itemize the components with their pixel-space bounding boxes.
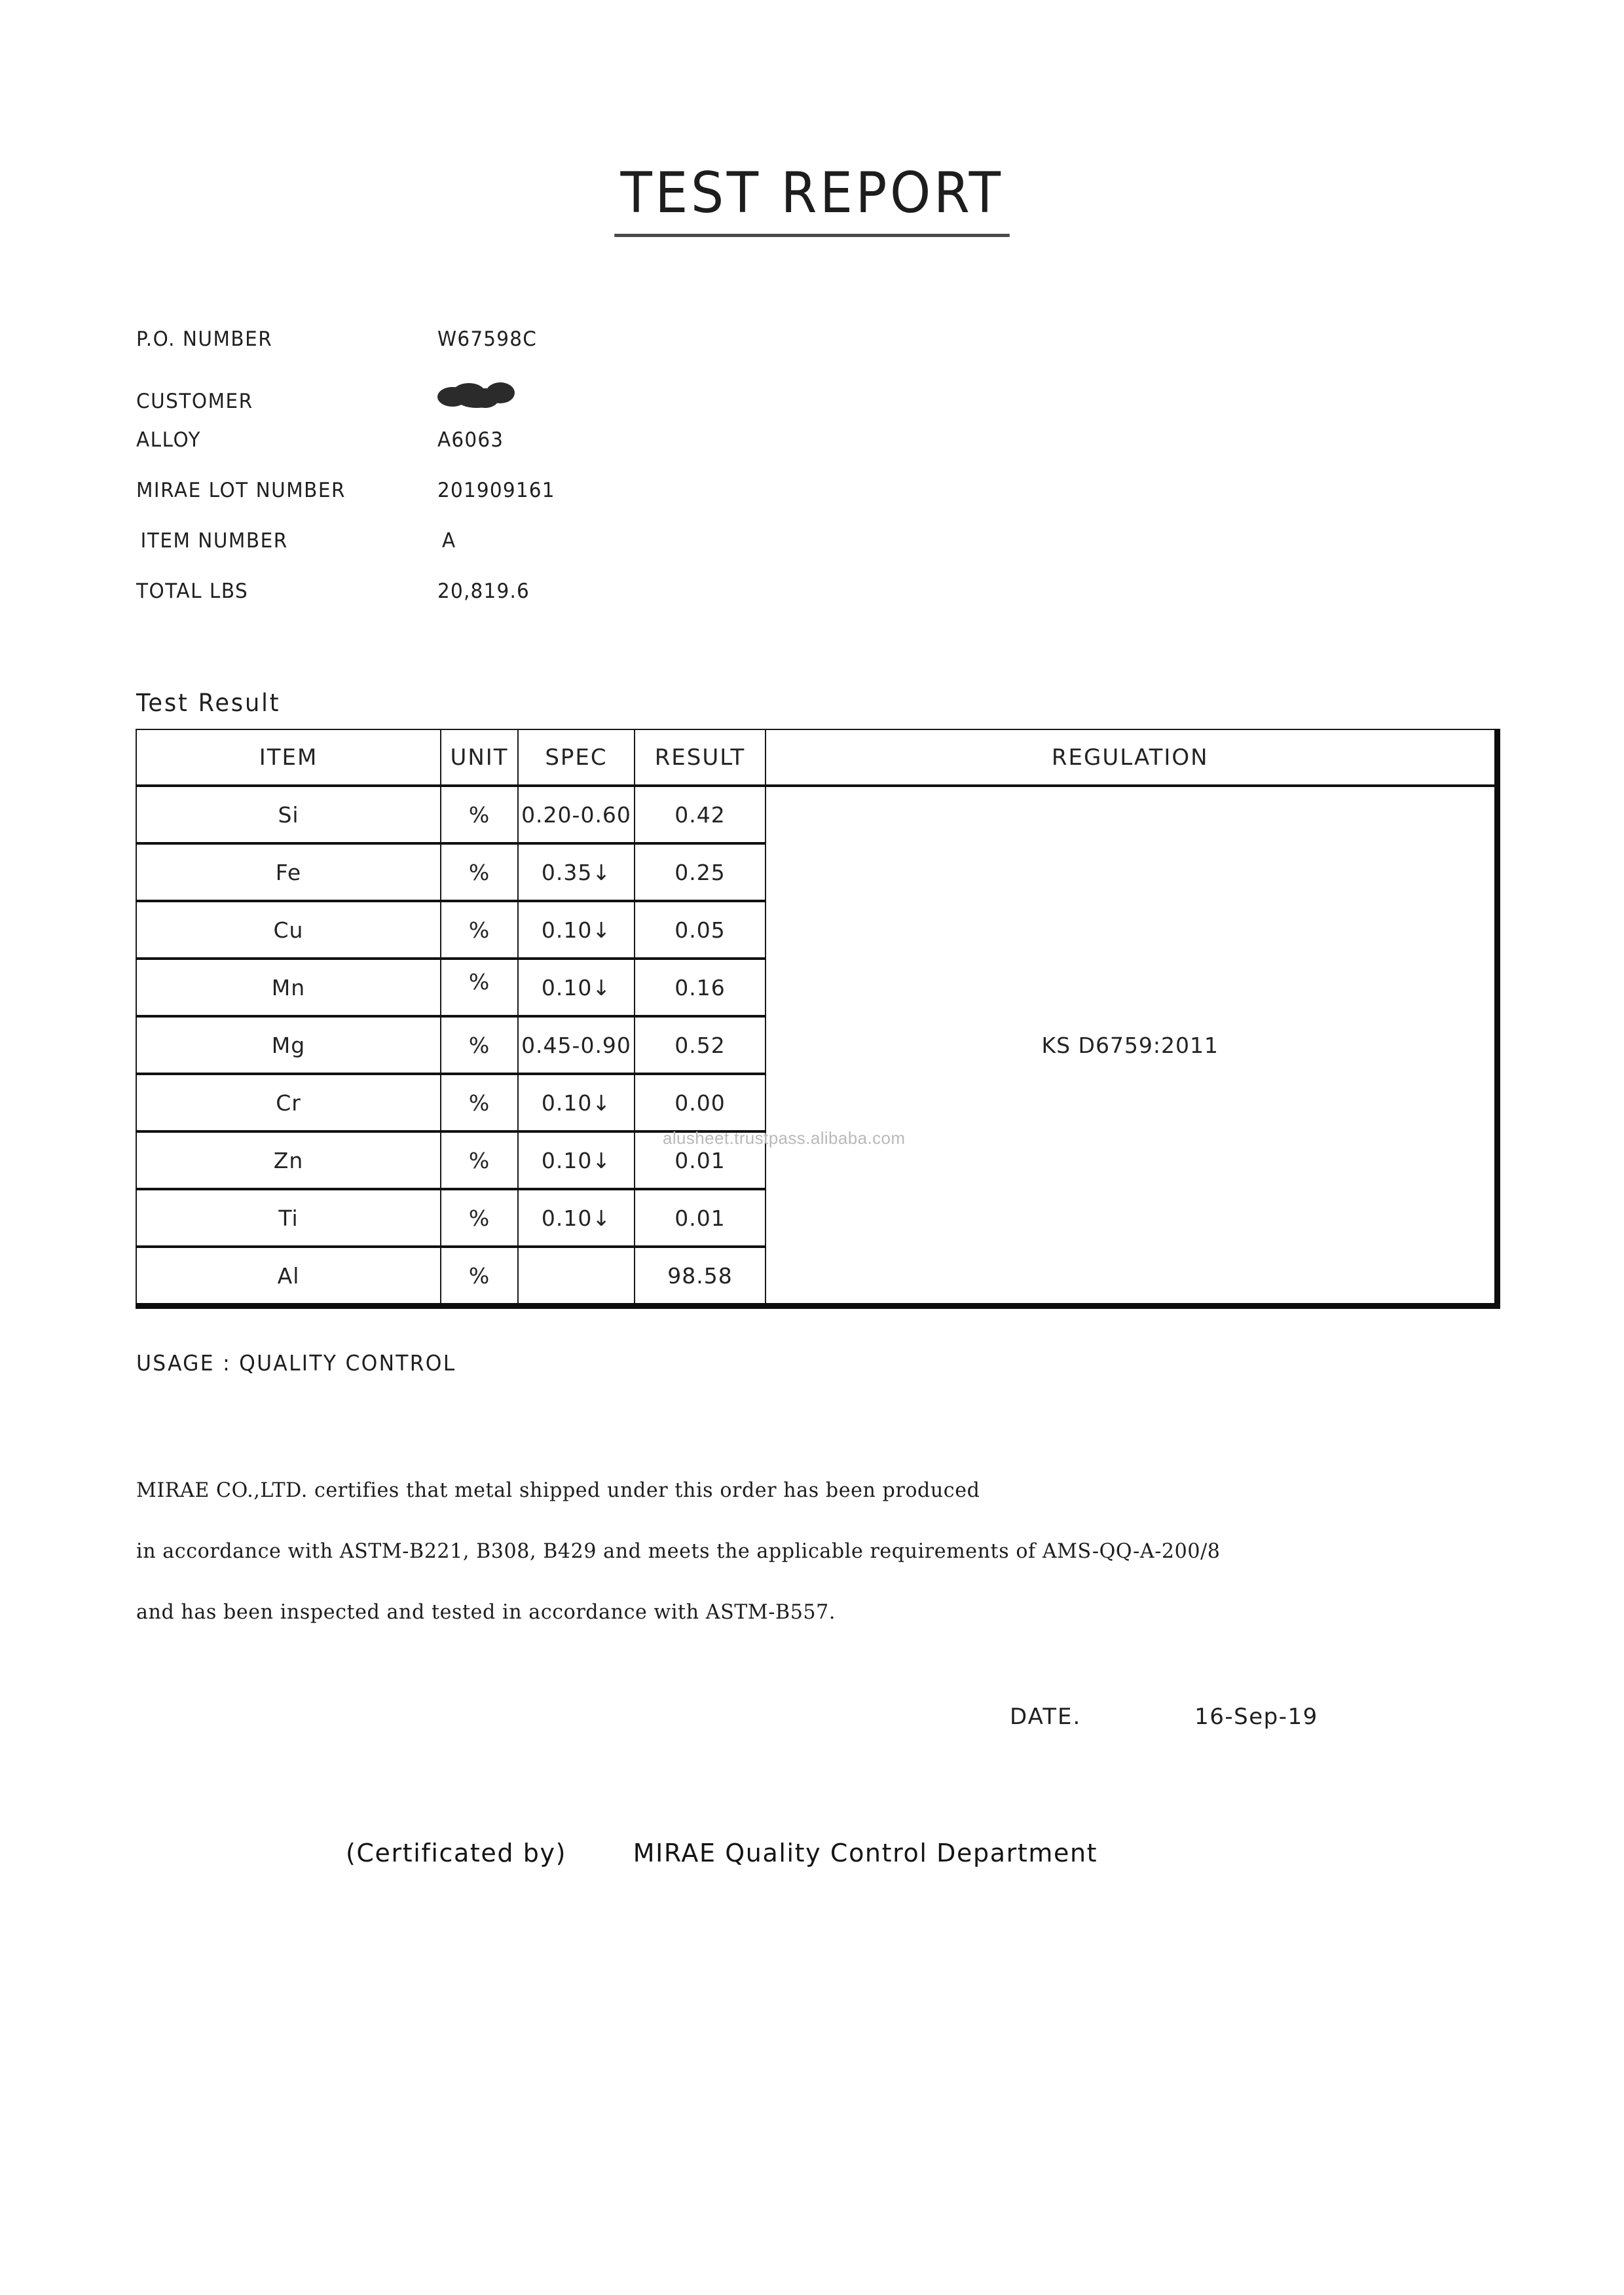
cell-unit: %: [441, 1016, 518, 1074]
page-title-container: [0, 160, 1624, 237]
cell-unit: %: [441, 1247, 518, 1306]
cell-unit: %: [441, 1189, 518, 1247]
cell-result: 0.01: [635, 1131, 766, 1189]
field-label-customer: CUSTOMER: [136, 390, 253, 413]
cell-spec: 0.10↓: [518, 1131, 635, 1189]
field-label-alloy: ALLOY: [136, 428, 202, 452]
watermark-text: alusheet.trustpass.alibaba.com: [663, 1128, 906, 1148]
header-fields: [136, 327, 791, 630]
cell-item: Al: [136, 1247, 441, 1306]
date-label: DATE.: [1010, 1704, 1082, 1730]
field-row-total-lbs: [136, 579, 791, 630]
cell-result: 0.01: [635, 1189, 766, 1247]
cell-result: 0.52: [635, 1016, 766, 1074]
column-header-item: ITEM: [136, 729, 441, 786]
cell-spec: 0.20-0.60: [518, 786, 635, 843]
field-value-item-number: A: [442, 529, 456, 553]
field-label-item-number: ITEM NUMBER: [140, 529, 288, 553]
certification-line: MIRAE CO.,LTD. certifies that metal shipped under this order has been produced: [136, 1478, 980, 1502]
cell-item: Cr: [136, 1074, 441, 1131]
cell-spec: 0.10↓: [518, 901, 635, 959]
field-label-mirae-lot-number: MIRAE LOT NUMBER: [136, 479, 346, 502]
certification-paragraph: [136, 1478, 1446, 1661]
cell-item: Zn: [136, 1131, 441, 1189]
cell-spec: 0.35↓: [518, 843, 635, 901]
cell-unit: %: [441, 901, 518, 959]
cell-item: Ti: [136, 1189, 441, 1247]
field-label-po-number: P.O. NUMBER: [136, 327, 273, 351]
field-value-total-lbs: 20,819.6: [437, 579, 530, 603]
field-label-total-lbs: TOTAL LBS: [136, 579, 249, 603]
column-header-unit: UNIT: [441, 729, 518, 786]
cell-spec: 0.45-0.90: [518, 1016, 635, 1074]
cell-item: Fe: [136, 843, 441, 901]
certification-line: and has been inspected and tested in accordance with ASTM-B557.: [136, 1600, 836, 1624]
cell-item: Mg: [136, 1016, 441, 1074]
table-header-row: [136, 729, 1497, 786]
cell-spec: 0.10↓: [518, 1189, 635, 1247]
cell-result: 0.42: [635, 786, 766, 843]
column-header-regulation: REGULATION: [766, 729, 1497, 786]
usage-line: USAGE : QUALITY CONTROL: [136, 1350, 456, 1376]
date-row: [1010, 1704, 1318, 1730]
cell-spec: 0.10↓: [518, 1074, 635, 1131]
field-row-po-number: [136, 327, 791, 378]
test-result-heading: Test Result: [136, 689, 281, 717]
table-row: [136, 786, 1497, 843]
cell-unit: %: [441, 1131, 518, 1189]
cell-spec: 0.10↓: [518, 959, 635, 1016]
redaction-blob-icon: [437, 380, 515, 408]
field-row-customer: [136, 378, 791, 428]
column-header-result: RESULT: [635, 729, 766, 786]
cell-result: 0.00: [635, 1074, 766, 1131]
cell-spec: [518, 1247, 635, 1306]
field-value-mirae-lot-number: 201909161: [437, 479, 555, 502]
certification-line: in accordance with ASTM-B221, B308, B429 and meets the applicable requirements of AMS-QQ-A-200/8: [136, 1539, 1221, 1563]
cell-result: 0.16: [635, 959, 766, 1016]
cell-unit: %: [441, 1074, 518, 1131]
cell-item: Mn: [136, 959, 441, 1016]
field-row-item-number: [136, 529, 791, 579]
cell-unit: %: [441, 786, 518, 843]
certifying-department: MIRAE Quality Control Department: [633, 1839, 1098, 1867]
cell-result: 98.58: [635, 1247, 766, 1306]
column-header-spec: SPEC: [518, 729, 635, 786]
page-title: TEST REPORT: [614, 160, 1010, 237]
field-row-mirae-lot-number: [136, 479, 791, 529]
test-result-table: [136, 729, 1500, 1309]
field-value-alloy: A6063: [437, 428, 504, 452]
cell-regulation: KS D6759:2011: [766, 786, 1497, 1306]
footer-certification: [346, 1839, 1098, 1867]
cell-unit: %: [441, 843, 518, 901]
cell-item: Si: [136, 786, 441, 843]
cell-result: 0.25: [635, 843, 766, 901]
cell-result: 0.05: [635, 901, 766, 959]
field-row-alloy: [136, 428, 791, 479]
certified-by-label: (Certificated by): [346, 1839, 567, 1867]
date-value: 16-Sep-19: [1194, 1704, 1318, 1730]
field-value-po-number: W67598C: [437, 327, 538, 351]
cell-unit: %: [468, 968, 490, 995]
cell-item: Cu: [136, 901, 441, 959]
